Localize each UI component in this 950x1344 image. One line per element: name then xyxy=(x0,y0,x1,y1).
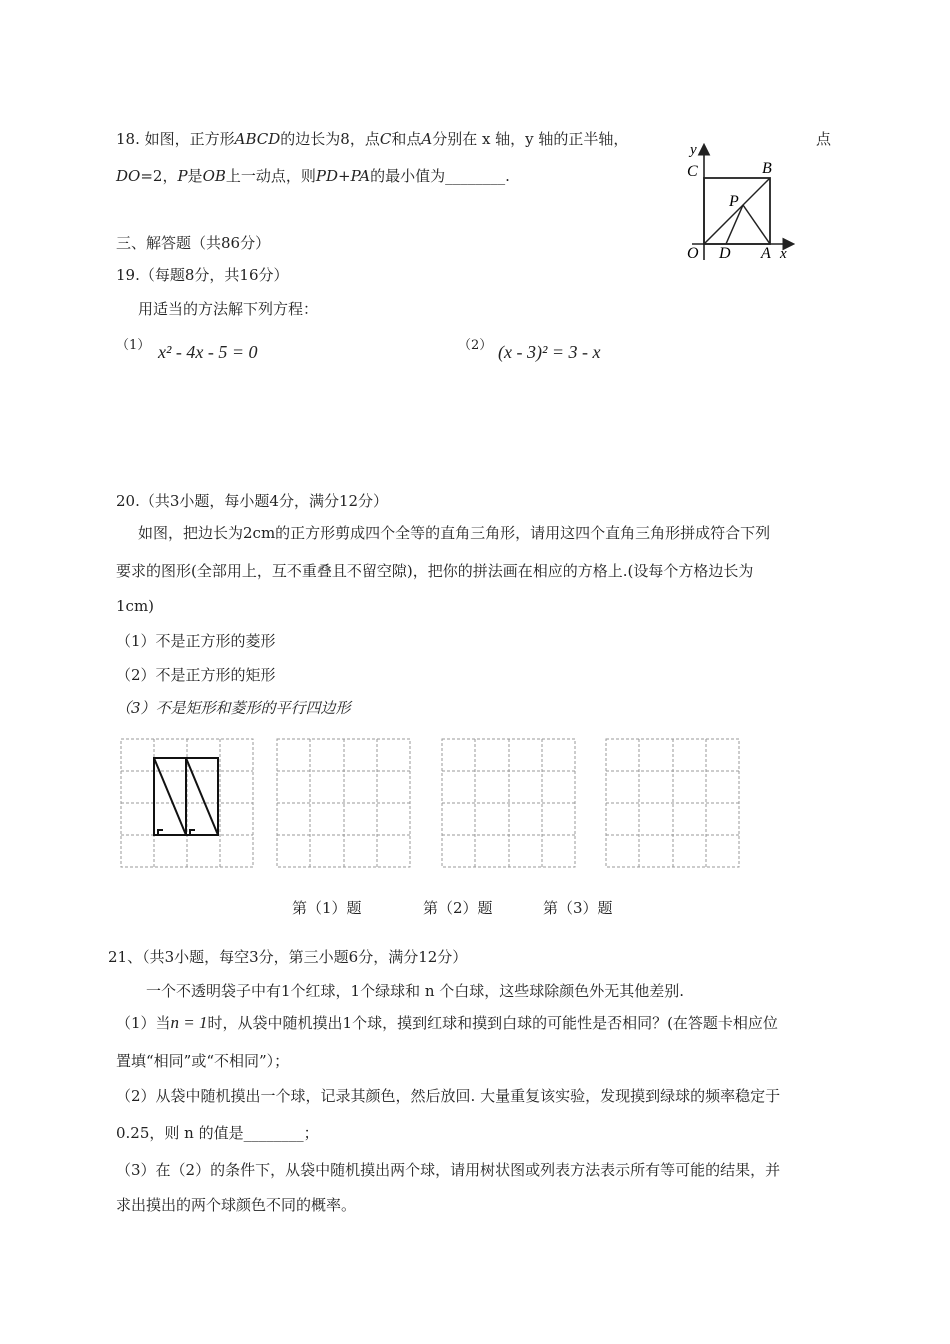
q21-header: 21、（共3小题，每空3分，第三小题6分，满分12分） xyxy=(108,948,468,966)
q21-intro: 一个不透明袋子中有1个红球，1个绿球和 n 个白球，这些球除颜色外无其他差别. xyxy=(146,982,685,1000)
grid-question-2 xyxy=(441,738,577,868)
q18-a: A xyxy=(421,130,433,148)
label-b: B xyxy=(762,160,772,177)
figure-18-diagram xyxy=(672,140,807,268)
segment-pa xyxy=(743,205,770,244)
q18-line2 xyxy=(116,165,510,186)
q21-sub1-prefix: （1）当 xyxy=(116,1014,171,1032)
example-cut-square xyxy=(154,758,218,835)
q18-text: 是 xyxy=(187,167,203,185)
q21-sub1-line2: 置填“相同”或“不相同”）； xyxy=(116,1052,290,1070)
q20-paragraph-3: 1cm) xyxy=(116,597,155,615)
q18-text: 分别在 x 轴，y 轴的正半轴， xyxy=(432,130,629,148)
grid-label-2: 第（2）题 xyxy=(423,899,493,917)
q18-text: 的边长为8，点 xyxy=(280,130,380,148)
q19-sub1-label: （1） xyxy=(116,338,151,353)
q18-point-text: 点 xyxy=(816,130,832,148)
q21-sub1-text: 时，从袋中随机摸出1个球，摸到红球和摸到白球的可能性是否相同？(在答题卡相应位 xyxy=(207,1014,778,1032)
grid-label-3: 第（3）题 xyxy=(543,899,613,917)
q20-item-2: （2）不是正方形的矩形 xyxy=(116,666,276,684)
q20-header: 20.（共3小题，每小题4分，满分12分） xyxy=(116,492,389,510)
q21-sub2-line1: （2）从袋中随机摸出一个球，记录其颜色，然后放回. 大量重复该实验，发现摸到绿球的频率稳定于 xyxy=(116,1087,781,1105)
section-3-title: 三、解答题（共86分） xyxy=(116,234,271,252)
q18-line1 xyxy=(116,128,628,149)
label-x: x xyxy=(780,246,787,262)
grid-label-1: 第（1）题 xyxy=(292,899,362,917)
label-o: O xyxy=(687,245,699,262)
q21-sub2-line2: 0.25，则 n 的值是________； xyxy=(116,1124,319,1142)
q20-item-3: （3）不是矩形和菱形的平行四边形 xyxy=(116,699,351,717)
grid-example xyxy=(120,738,255,868)
q18-text: 上一动点，则 xyxy=(225,167,316,185)
grid-question-1 xyxy=(276,738,412,868)
label-a: A xyxy=(761,245,771,262)
diagonal-ob xyxy=(704,178,770,244)
q19-sub1-equation: x² - 4x - 5 = 0 xyxy=(158,342,258,362)
q18-do: DO xyxy=(116,167,141,185)
label-d: D xyxy=(719,245,731,262)
q20-item-1: （1）不是正方形的菱形 xyxy=(116,632,276,650)
q19-sub2-label: （2） xyxy=(458,338,493,353)
q21-sub3-line1: （3）在（2）的条件下，从袋中随机摸出两个球，请用树状图或列表方法表示所有等可能的结果，并 xyxy=(116,1161,781,1179)
q18-abcd: ABCD xyxy=(234,130,281,148)
q21-sub1-equation: n = 1 xyxy=(170,1013,208,1032)
q18-c: C xyxy=(379,130,392,148)
q18-ob: OB xyxy=(202,167,226,185)
label-y: y xyxy=(690,142,697,158)
q18-pdpa: PD+PA xyxy=(315,167,371,185)
q21-sub1-line1 xyxy=(116,1012,778,1033)
segment-pd xyxy=(726,205,743,244)
q19-intro: 用适当的方法解下列方程： xyxy=(138,300,319,318)
q18-p: P xyxy=(177,167,188,185)
q18-blank: 的最小值为________. xyxy=(370,167,510,185)
q21-sub3-line2: 求出摸出的两个球颜色不同的概率。 xyxy=(116,1196,357,1214)
q18-text: 和点 xyxy=(391,130,422,148)
label-p: P xyxy=(729,193,739,210)
label-c: C xyxy=(687,163,698,180)
q20-paragraph-1: 如图，把边长为2cm的正方形剪成四个全等的直角三角形，请用这四个直角三角形拼成符合下列 xyxy=(138,524,771,542)
grid-question-3 xyxy=(605,738,741,868)
q19-header: 19.（每题8分，共16分） xyxy=(116,266,289,284)
q18-number: 18. xyxy=(116,130,140,148)
q19-sub2-equation: (x - 3)² = 3 - x xyxy=(498,342,601,362)
q18-text: 如图，正方形 xyxy=(144,130,235,148)
q18-text: =2， xyxy=(140,167,178,185)
q20-paragraph-2: 要求的图形(全部用上，互不重叠且不留空隙)，把你的拼法画在相应的方格上.(设每个方格边长为 xyxy=(116,562,754,580)
